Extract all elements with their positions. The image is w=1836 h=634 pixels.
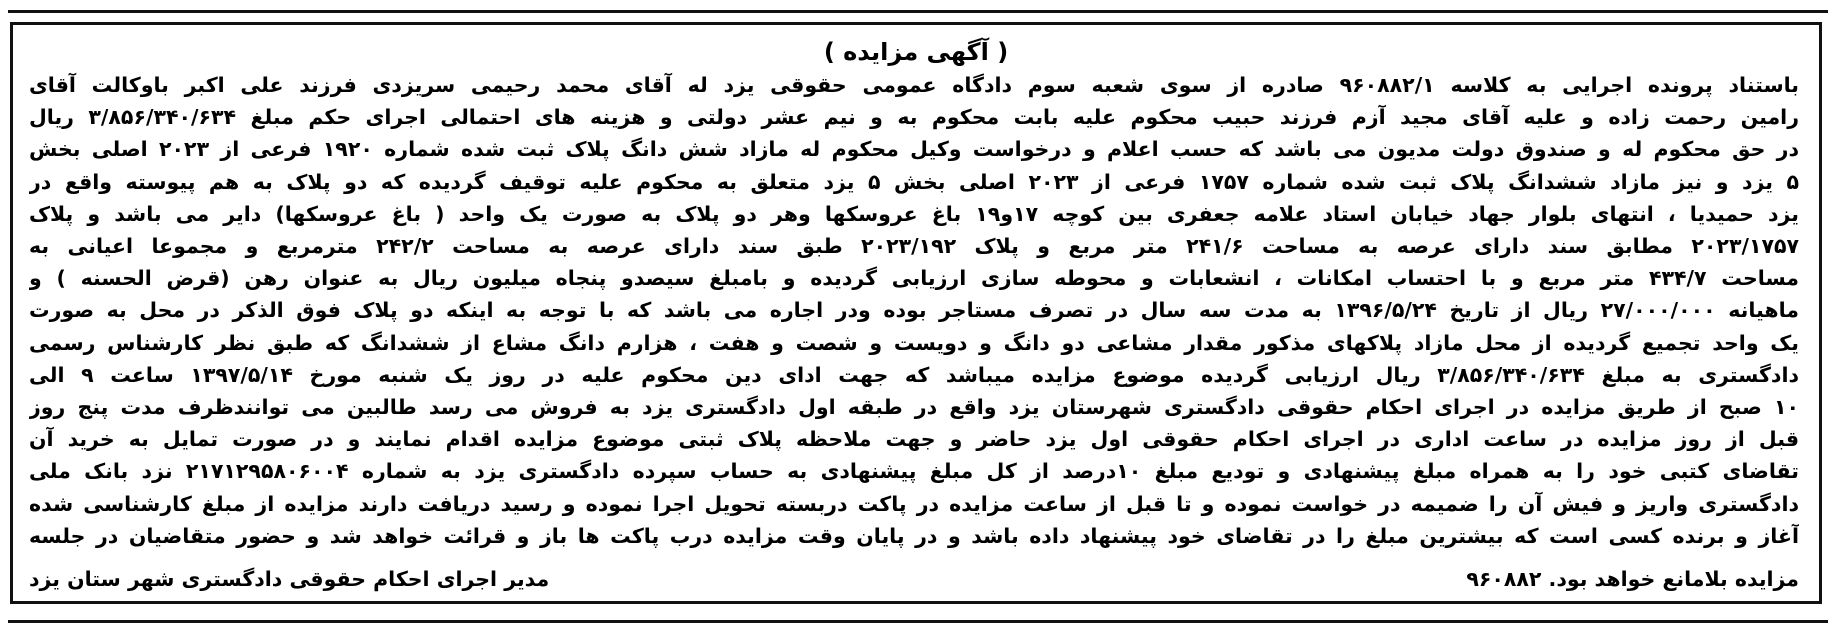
notice-line: ۵ یزد و نیز مازاد ششدانگ پلاک ثبت شده شماره ۱۷۵۷ فرعی از ۲۰۲۳ اصلی بخش ۵ یزد متعلق به محکوم علیه توقیف گردیده که دو پلاک به هم پیوسته واقع در bbox=[29, 169, 1799, 194]
notice-closing-line bbox=[29, 563, 1799, 595]
notice-line: دادگستری واریز و فیش آن را ضمیمه در خواست نموده و تا قبل از ساعت مزایده در پاکت دربسته تحویل اجرا نموده و رسید دریافت دارند مزایده از مبلغ کارشناسی شده bbox=[29, 491, 1799, 516]
notice-frame bbox=[10, 22, 1822, 604]
notice-line: یزد حمیدیا ، انتهای بلوار جهاد خیابان استاد علامه جعفری بین کوچه ۱۷و۱۹ باغ عروسکها وهر دو پلاک به صورت یک واحد ( باغ عروسکها) دایر می باشد و پلاک bbox=[29, 201, 1799, 226]
notice-line: یک واحد تجمیع گردیده از محل مازاد پلاکهای مذکور مقدار مشاعی دو دانگ و دویست و شصت و هفت ، هزارم دانگ مشاع از ششدانگ که طبق نظر کارشناس رسمی bbox=[29, 330, 1799, 355]
bottom-rule bbox=[8, 620, 1828, 623]
notice-line: تقاضای کتبی خود را به همراه مبلغ پیشنهادی و تودیع مبلغ ۱۰درصد از کل مبلغ پیشنهادی به حساب سپرده دادگستری یزد به شماره ۲۱۷۱۲۹۵۸۰۶۰۰۴ نزد بانک ملی bbox=[29, 459, 1799, 484]
top-rule bbox=[8, 10, 1828, 13]
notice-line: ۲۰۲۳/۱۷۵۷ مطابق سند دارای عرصه به مساحت ۲۴۱/۶ متر مربع و پلاک ۲۰۲۳/۱۹۲ طبق سند دارای عرصه به مساحت ۲۴۲/۲ مترمربع و مجموعا اعیانی به bbox=[29, 234, 1799, 259]
notice-line: ماهیانه ۲۷/۰۰۰/۰۰۰ ریال از تاریخ ۱۳۹۶/۵/۲۴ به مدت سه سال در تصرف مستاجر بوده ودر اجاره می باشد که با توجه به اینکه دو پلاک فوق الذکر در محل به صورت bbox=[29, 298, 1799, 323]
notice-line: دادگستری به مبلغ ۳/۸۵۶/۳۴۰/۶۳۴ ریال ارزیابی گردیده موضوع مزایده میباشد که جهت ادای دین محکوم علیه در روز یک شنبه مورخ ۱۳۹۷/۵/۱۴ ساعت ۹ الی bbox=[29, 362, 1799, 387]
notice-line: قبل از روز مزایده در ساعت اداری در اجرای احکام حقوقی اول یزد حاضر و جهت ملاحظه پلاک ثبتی موضوع مزایده اقدام نمایند و در صورت تمایل به خرید آن bbox=[29, 427, 1799, 452]
notice-line: در حق محکوم له و صندوق دولت مدیون می باشد که حسب اعلام و درخواست وکیل محکوم له مازاد شش دانگ پلاک ثبت شده شماره ۱۹۲۰ فرعی از ۲۰۲۳ اصلی بخش bbox=[29, 137, 1799, 162]
notice-body bbox=[29, 69, 1799, 552]
notice-line: باستناد پرونده اجرایی به کلاسه ۹۶۰۸۸۲/۱ صادره از سوی شعبه سوم دادگاه عمومی حقوقی یزد له آقای محمد رحیمی سریزدی فرزند علی اکبر باوکالت آقای bbox=[29, 73, 1799, 97]
notice-line: رامین رحمت زاده و علیه آقای مجید آزم فرزند حبیب محکوم علیه بابت محکوم به و نیم عشر دولتی و هزینه های احتمالی اجرای حکم مبلغ ۳/۸۵۶/۳۴۰/۶۳۴ ریال bbox=[29, 105, 1799, 130]
notice-title: ( آگهی مزایده ) bbox=[823, 38, 1009, 66]
notice-line: ۱۰ صبح از طریق مزایده در اجرای احکام حقوقی دادگستری شهرستان یزد واقع در طبقه اول دادگستری یزد به فروش می رسد طالبین می توانندظرف مدت پنج روز bbox=[29, 395, 1799, 420]
notice-last-line: مزایده بلامانع خواهد بود. ۹۶۰۸۸۲ bbox=[1466, 567, 1799, 591]
notice-line: آغاز و برنده کسی است که بیشترین مبلغ را در تقاضای خود پیشنهاد داده باشد و در پایان وقت مزایده درب پاکت ها باز و قرائت خواهد شد و حضور متقاضیان در جلسه bbox=[29, 523, 1799, 548]
notice-line: مساحت ۴۳۴/۷ متر مربع و با احتساب امکانات ، انشعابات و محوطه سازی ارزیابی گردیده و بامبلغ سیصدو پنجاه میلیون ریال به عنوان رهن (قرض الحسنه ) و bbox=[29, 266, 1799, 291]
signature: مدیر اجرای احکام حقوقی دادگستری شهر ستان یزد bbox=[29, 567, 550, 591]
